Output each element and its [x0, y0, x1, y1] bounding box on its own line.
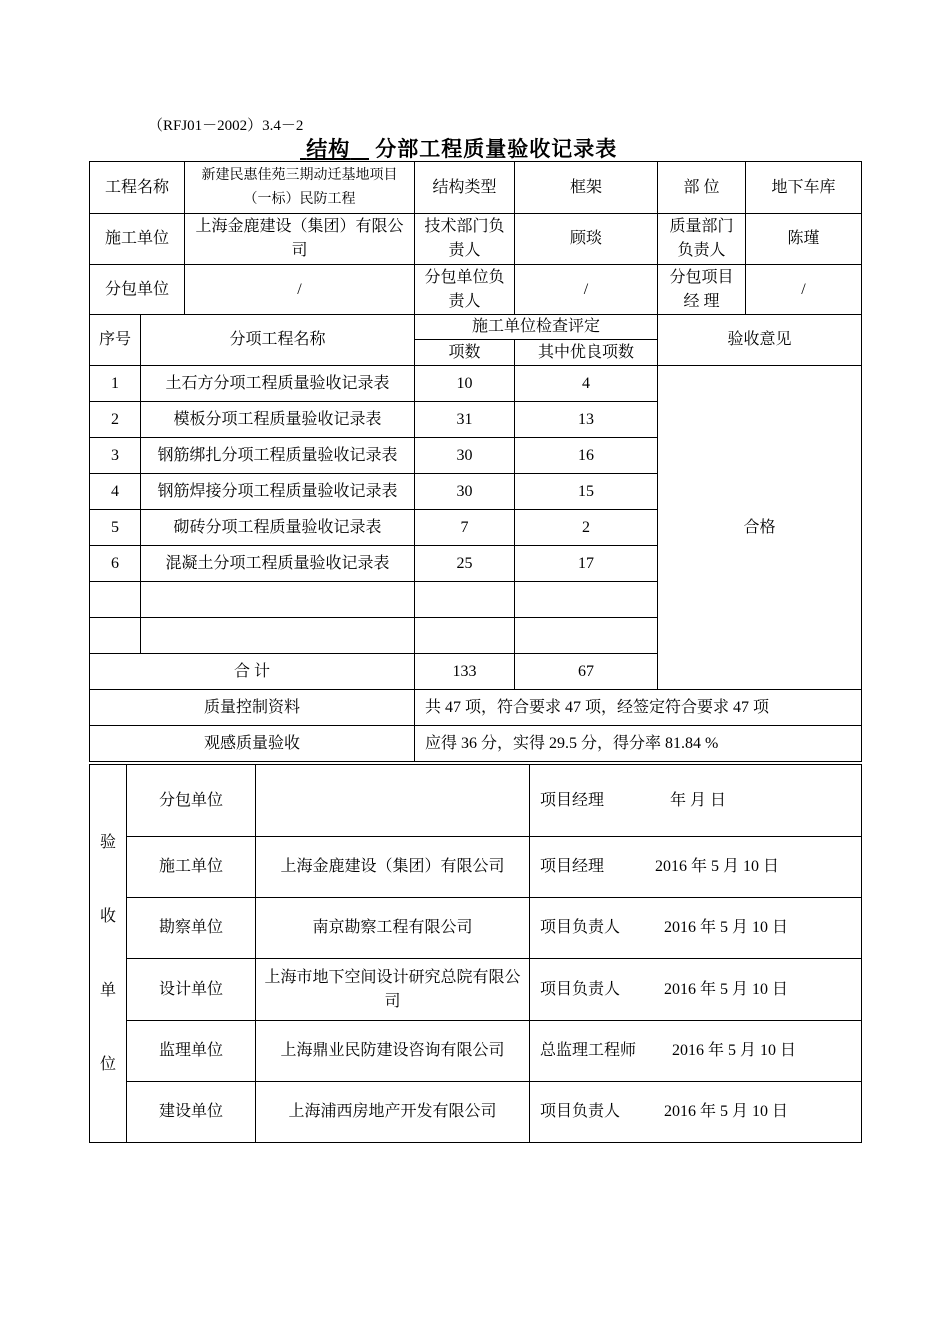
- role-label: 项目负责人: [540, 1103, 621, 1120]
- row-seq: 1: [90, 366, 141, 402]
- row-good: 17: [515, 546, 658, 582]
- table-row: [90, 366, 862, 402]
- row-good: 4: [515, 366, 658, 402]
- role-label: 项目负责人: [540, 980, 621, 998]
- sub-value: /: [185, 265, 415, 315]
- unit-label: 建设单位: [127, 1082, 256, 1143]
- form-title: [300, 133, 617, 163]
- acceptance-row: [90, 959, 862, 1021]
- col-seq-header: 序号: [90, 315, 141, 366]
- empty-cell: [515, 618, 658, 654]
- row-name: 钢筋焊接分项工程质量验收记录表: [141, 474, 415, 510]
- date-value: 2016 年 5 月 10 日: [664, 919, 789, 936]
- sub-pm-label: 分包项目经 理: [658, 265, 746, 315]
- signature-cell: [530, 1021, 862, 1082]
- position-label: 部 位: [658, 162, 746, 214]
- row-count: 30: [415, 438, 515, 474]
- row-good: 13: [515, 402, 658, 438]
- side-char: 位: [99, 1055, 116, 1073]
- quality-dept-label: 质量部门负责人: [658, 214, 746, 265]
- signature-cell: [530, 1082, 862, 1143]
- date-value: 2016 年 5 月 10 日: [655, 858, 780, 875]
- empty-cell: [415, 618, 515, 654]
- title-blank: [300, 137, 369, 161]
- empty-cell: [90, 582, 141, 618]
- qc-label: 质量控制资料: [90, 690, 415, 726]
- row-good: 16: [515, 438, 658, 474]
- row-seq: 4: [90, 474, 141, 510]
- row-count: 25: [415, 546, 515, 582]
- sub-head-label: 分包单位负责人: [415, 265, 515, 315]
- form-code: （RFJ01－2002）3.4－2: [148, 118, 304, 134]
- unit-label: 分包单位: [127, 765, 256, 837]
- signature-cell: [530, 898, 862, 959]
- acceptance-row: [90, 837, 862, 898]
- info-row-sub: [90, 265, 862, 315]
- opinion-value: 合格: [658, 366, 862, 690]
- acceptance-row: [90, 765, 862, 837]
- inspection-table: [89, 161, 862, 762]
- structure-type-label: 结构类型: [415, 162, 515, 214]
- acceptance-table: [89, 764, 862, 1143]
- date-value: 2016 年 5 月 10 日: [664, 1103, 789, 1120]
- company-value: 上海金鹿建设（集团）有限公司: [256, 837, 530, 898]
- title-blank-text: 结构: [306, 137, 351, 161]
- company-value: [256, 765, 530, 837]
- company-value: 上海浦西房地产开发有限公司: [256, 1082, 530, 1143]
- row-name: 钢筋绑扎分项工程质量验收记录表: [141, 438, 415, 474]
- signature-cell: [530, 959, 862, 1021]
- role-label: 总监理工程师: [540, 1042, 637, 1059]
- col-name-header: 分项工程名称: [141, 315, 415, 366]
- company-value: 上海市地下空间设计研究总院有限公司: [256, 959, 530, 1021]
- company-value: 上海鼎业民防建设咨询有限公司: [256, 1021, 530, 1082]
- row-name: 砌砖分项工程质量验收记录表: [141, 510, 415, 546]
- total-count: 133: [415, 654, 515, 690]
- empty-cell: [415, 582, 515, 618]
- row-name: 模板分项工程质量验收记录表: [141, 402, 415, 438]
- project-name-label: 工程名称: [90, 162, 185, 214]
- sub-label: 分包单位: [90, 265, 185, 315]
- visual-label: 观感质量验收: [90, 726, 415, 762]
- role-label: 项目经理: [540, 791, 605, 809]
- unit-label: 勘察单位: [127, 898, 256, 959]
- row-good: 2: [515, 510, 658, 546]
- title-rest: 分部工程质量验收记录表: [375, 137, 618, 161]
- acceptance-row: [90, 1082, 862, 1143]
- unit-label: 设计单位: [127, 959, 256, 1021]
- col-count-header: 项数: [415, 340, 515, 366]
- empty-cell: [141, 582, 415, 618]
- empty-cell: [90, 618, 141, 654]
- date-value: 2016 年 5 月 10 日: [672, 1042, 797, 1059]
- row-seq: 3: [90, 438, 141, 474]
- acceptance-side-label: [90, 765, 127, 1143]
- signature-cell: [530, 837, 862, 898]
- tech-dept-value: 顾琰: [515, 214, 658, 265]
- builder-label: 施工单位: [90, 214, 185, 265]
- side-char: 验: [99, 833, 116, 851]
- company-value: 南京勘察工程有限公司: [256, 898, 530, 959]
- sub-pm-value: /: [746, 265, 862, 315]
- signature-cell: [530, 765, 862, 837]
- empty-cell: [515, 582, 658, 618]
- side-char: 收: [99, 907, 116, 925]
- unit-label: 施工单位: [127, 837, 256, 898]
- quality-dept-value: 陈瑾: [746, 214, 862, 265]
- acceptance-row: [90, 898, 862, 959]
- side-char: 单: [99, 981, 116, 999]
- qc-value: 共 47 项，符合要求 47 项，经签定符合要求 47 项: [415, 690, 862, 726]
- empty-cell: [141, 618, 415, 654]
- row-seq: 6: [90, 546, 141, 582]
- project-name-value: 新建民惠佳苑三期动迁基地项目（一标）民防工程: [185, 162, 415, 214]
- unit-label: 监理单位: [127, 1021, 256, 1082]
- visual-row: [90, 726, 862, 762]
- structure-type-value: 框架: [515, 162, 658, 214]
- date-value: 年 月 日: [670, 791, 727, 809]
- qc-row: [90, 690, 862, 726]
- col-good-header: 其中优良项数: [515, 340, 658, 366]
- visual-value: 应得 36 分，实得 29.5 分，得分率 81.84 %: [415, 726, 862, 762]
- col-check-group-header: 施工单位检查评定: [415, 315, 658, 340]
- row-name: 土石方分项工程质量验收记录表: [141, 366, 415, 402]
- row-count: 10: [415, 366, 515, 402]
- row-count: 31: [415, 402, 515, 438]
- row-count: 30: [415, 474, 515, 510]
- tech-dept-label: 技术部门负责人: [415, 214, 515, 265]
- row-name: 混凝土分项工程质量验收记录表: [141, 546, 415, 582]
- row-good: 15: [515, 474, 658, 510]
- date-value: 2016 年 5 月 10 日: [664, 980, 789, 998]
- role-label: 项目负责人: [540, 919, 621, 936]
- row-count: 7: [415, 510, 515, 546]
- total-label: 合 计: [90, 654, 415, 690]
- items-header-row-1: [90, 315, 862, 340]
- sub-head-value: /: [515, 265, 658, 315]
- info-row-builder: [90, 214, 862, 265]
- total-good: 67: [515, 654, 658, 690]
- row-seq: 5: [90, 510, 141, 546]
- position-value: 地下车库: [746, 162, 862, 214]
- row-seq: 2: [90, 402, 141, 438]
- builder-value: 上海金鹿建设（集团）有限公司: [185, 214, 415, 265]
- role-label: 项目经理: [540, 858, 605, 875]
- col-opinion-header: 验收意见: [658, 315, 862, 366]
- acceptance-row: [90, 1021, 862, 1082]
- info-row-project: [90, 162, 862, 214]
